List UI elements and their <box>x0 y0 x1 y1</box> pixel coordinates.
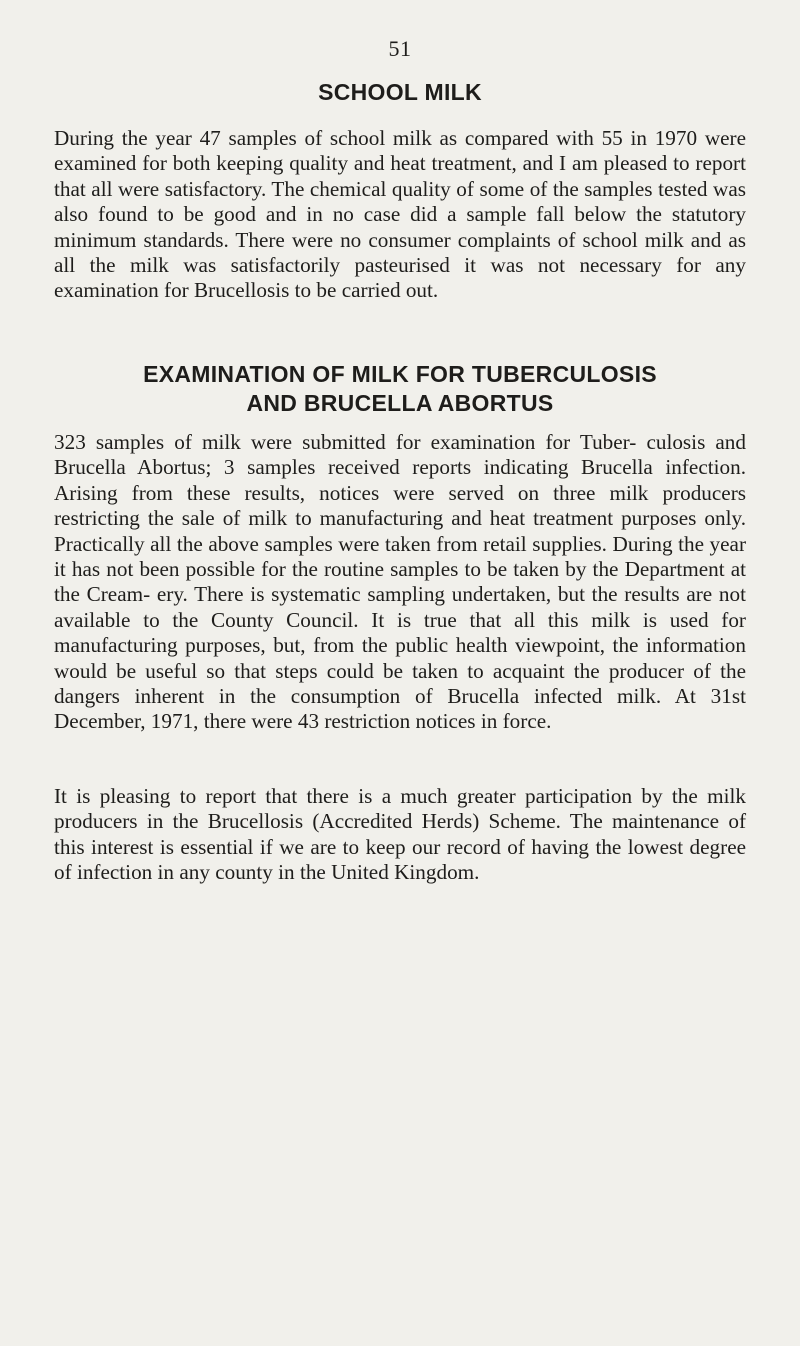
page-number: 51 <box>388 36 412 61</box>
section-heading-examination <box>0 360 800 418</box>
paragraph-accredited-herds: It is pleasing to report that there is a much greater participation by the milk producers in the Brucellosis (Accredited Herds) Scheme. The maintenance of this interest is essential if we are to keep our record of having the lowest degree of infection in any county in the United Kingdom. <box>54 784 746 885</box>
paragraph-examination-results: 323 samples of milk were submitted for examination for Tuber- culosis and Brucella Abortus; 3 samples received reports indicating Brucella infection. Arising from these results, notices were served on three milk producers restricting the sale of milk to manufacturing and heat treatment purposes only. Practically all the above samples were taken from retail supplies. During the year it has not been possible for the routine samples to be taken by the Department at the Cream- ery. There is systematic sampling undertaken, but the results are not available to the County Council. It is true that all this milk is used for manufacturing purposes, but, from the public health viewpoint, the information would be useful so that steps could be taken to acquaint the producer of the dangers inherent in the consumption of Brucella infected milk. At 31st December, 1971, there were 43 restriction notices in force. <box>54 430 746 734</box>
section-heading-school-milk: SCHOOL MILK <box>318 79 482 105</box>
section-heading-examination-line-1: EXAMINATION OF MILK FOR TUBERCULOSIS <box>143 361 657 387</box>
paragraph-school-milk: During the year 47 samples of school milk as compared with 55 in 1970 were examined for both keeping quality and heat treatment, and I am pleased to report that all were satisfactory. The chemical quality of some of the samples tested was also found to be good and in no case did a sample fall below the statutory minimum standards. There were no consumer complaints of school milk and as all the milk was satisfactorily pasteurised it was not necessary for any examination for Brucellosis to be carried out. <box>54 126 746 303</box>
section-heading-examination-line-2: AND BRUCELLA ABORTUS <box>246 390 554 416</box>
